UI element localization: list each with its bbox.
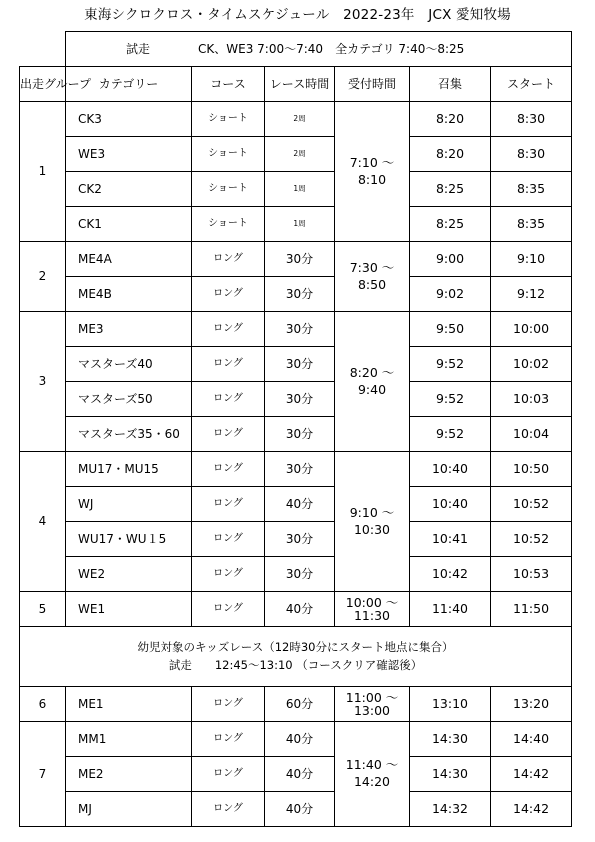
table-row: [20, 242, 572, 277]
race-time-cell: 30分: [265, 347, 335, 382]
category-cell: CK1: [66, 207, 192, 242]
category-cell: WE1: [66, 592, 192, 627]
category-cell: マスターズ35・60: [66, 417, 192, 452]
start-time-cell: 8:35: [491, 172, 572, 207]
kids-race-row: [20, 627, 572, 687]
start-time-cell: 10:50: [491, 452, 572, 487]
category-cell: CK3: [66, 102, 192, 137]
call-time-cell: 9:52: [410, 382, 491, 417]
schedule-body: [20, 32, 572, 827]
call-time-cell: 9:50: [410, 312, 491, 347]
reception-line: 7:30 ～: [349, 259, 395, 275]
category-cell: ME2: [66, 757, 192, 792]
course-cell: ロング: [192, 417, 265, 452]
start-time-cell: 10:52: [491, 522, 572, 557]
table-row: [20, 417, 572, 452]
reception-line: 11:00 ～: [345, 689, 399, 705]
start-time-cell: 9:10: [491, 242, 572, 277]
race-time-cell: 60分: [265, 687, 335, 722]
group-number: 2: [20, 242, 66, 312]
call-time-cell: 8:25: [410, 172, 491, 207]
race-time-cell: 1周: [265, 207, 335, 242]
header-group: 出走グループ: [20, 67, 66, 102]
course-cell: ロング: [192, 347, 265, 382]
group-number: 1: [20, 102, 66, 242]
reception-line: 14:20: [353, 774, 391, 789]
reception-line: 11:30: [353, 608, 391, 623]
course-cell: ショート: [192, 137, 265, 172]
category-cell: WE2: [66, 557, 192, 592]
category-cell: CK2: [66, 172, 192, 207]
call-time-cell: 10:41: [410, 522, 491, 557]
category-cell: WE3: [66, 137, 192, 172]
reception-cell: [335, 242, 410, 312]
category-cell: MU17・MU15: [66, 452, 192, 487]
reception-line: 8:10: [357, 171, 387, 187]
reception-line: 9:40: [357, 381, 387, 397]
trial-row: [20, 32, 572, 67]
table-row: [20, 592, 572, 627]
trial-text: CK、WE3 7:00～7:40 全カテゴリ 7:40～8:25: [198, 41, 465, 56]
start-time-cell: 11:50: [491, 592, 572, 627]
race-time-cell: 30分: [265, 277, 335, 312]
race-time-cell: 1周: [265, 172, 335, 207]
table-row: [20, 522, 572, 557]
table-row: [20, 347, 572, 382]
call-time-cell: 13:10: [410, 687, 491, 722]
group-number: 7: [20, 722, 66, 827]
call-time-cell: 14:30: [410, 722, 491, 757]
call-time-cell: 14:30: [410, 757, 491, 792]
reception-cell: [335, 102, 410, 242]
call-time-cell: 11:40: [410, 592, 491, 627]
table-row: [20, 722, 572, 757]
kids-race-line: 幼児対象のキッズレース（12時30分にスタート地点に集合）: [137, 640, 454, 655]
race-time-cell: 40分: [265, 757, 335, 792]
race-time-cell: 40分: [265, 487, 335, 522]
course-cell: ロング: [192, 557, 265, 592]
race-time-cell: 40分: [265, 792, 335, 827]
header-call: 召集: [410, 67, 491, 102]
category-cell: WJ: [66, 487, 192, 522]
header-start: スタート: [491, 67, 572, 102]
reception-line: 9:10 ～: [349, 504, 395, 520]
table-row: [20, 557, 572, 592]
header-row: [20, 67, 572, 102]
table-row: [20, 102, 572, 137]
course-cell: ロング: [192, 382, 265, 417]
table-row: [20, 312, 572, 347]
course-cell: ロング: [192, 242, 265, 277]
call-time-cell: 9:52: [410, 347, 491, 382]
course-cell: ロング: [192, 792, 265, 827]
start-time-cell: 10:04: [491, 417, 572, 452]
start-time-cell: 14:40: [491, 722, 572, 757]
table-row: [20, 792, 572, 827]
blank-corner: [20, 32, 66, 67]
call-time-cell: 9:00: [410, 242, 491, 277]
course-cell: ロング: [192, 277, 265, 312]
reception-cell: [335, 687, 410, 722]
start-time-cell: 8:30: [491, 102, 572, 137]
course-cell: ロング: [192, 522, 265, 557]
trial-label: 試走: [126, 41, 151, 56]
race-time-cell: 2周: [265, 137, 335, 172]
race-time-cell: 30分: [265, 417, 335, 452]
category-cell: ME4B: [66, 277, 192, 312]
table-row: [20, 382, 572, 417]
reception-line: 8:20 ～: [349, 364, 395, 380]
reception-line: 7:10 ～: [349, 154, 395, 170]
course-cell: ショート: [192, 172, 265, 207]
category-cell: ME3: [66, 312, 192, 347]
category-cell: MJ: [66, 792, 192, 827]
course-cell: ロング: [192, 592, 265, 627]
category-cell: マスターズ50: [66, 382, 192, 417]
start-time-cell: 10:52: [491, 487, 572, 522]
reception-line: 13:00: [353, 703, 391, 718]
race-time-cell: 30分: [265, 557, 335, 592]
course-cell: ロング: [192, 452, 265, 487]
reception-cell: [335, 452, 410, 592]
start-time-cell: 10:03: [491, 382, 572, 417]
call-time-cell: 9:52: [410, 417, 491, 452]
reception-cell: [335, 592, 410, 627]
call-time-cell: 8:20: [410, 102, 491, 137]
call-time-cell: 8:20: [410, 137, 491, 172]
reception-line: 10:30: [353, 521, 391, 537]
reception-line: 8:50: [357, 276, 387, 292]
table-row: [20, 452, 572, 487]
start-time-cell: 8:35: [491, 207, 572, 242]
start-time-cell: 10:02: [491, 347, 572, 382]
start-time-cell: 10:53: [491, 557, 572, 592]
table-row: [20, 137, 572, 172]
header-race-time: レース時間: [265, 67, 335, 102]
race-time-cell: 30分: [265, 242, 335, 277]
document-title: 東海シクロクロス・タイムスケジュール 2022-23年 JCX 愛知牧場: [84, 7, 511, 23]
category-cell: マスターズ40: [66, 347, 192, 382]
reception-line: 10:00 ～: [345, 594, 399, 610]
category-cell: WU17・WU１5: [66, 522, 192, 557]
table-row: [20, 172, 572, 207]
reception-line: 11:40 ～: [345, 757, 399, 773]
start-time-cell: 13:20: [491, 687, 572, 722]
course-cell: ショート: [192, 207, 265, 242]
race-time-cell: 30分: [265, 452, 335, 487]
call-time-cell: 14:32: [410, 792, 491, 827]
kids-race-cell: [20, 627, 572, 687]
table-row: [20, 687, 572, 722]
race-time-cell: 40分: [265, 722, 335, 757]
category-cell: ME1: [66, 687, 192, 722]
call-time-cell: 10:40: [410, 452, 491, 487]
course-cell: ロング: [192, 757, 265, 792]
category-cell: ME4A: [66, 242, 192, 277]
header-course: コース: [192, 67, 265, 102]
course-cell: ショート: [192, 102, 265, 137]
header-category: カテゴリー: [66, 67, 192, 102]
group-number: 4: [20, 452, 66, 592]
start-time-cell: 14:42: [491, 757, 572, 792]
table-row: [20, 277, 572, 312]
table-row: [20, 207, 572, 242]
schedule-table: [19, 31, 572, 827]
race-time-cell: 40分: [265, 592, 335, 627]
call-time-cell: 10:42: [410, 557, 491, 592]
call-time-cell: 9:02: [410, 277, 491, 312]
reception-cell: [335, 312, 410, 452]
start-time-cell: 10:00: [491, 312, 572, 347]
reception-cell: [335, 722, 410, 827]
start-time-cell: 14:42: [491, 792, 572, 827]
course-cell: ロング: [192, 312, 265, 347]
trial-cell: [66, 32, 572, 67]
category-cell: MM1: [66, 722, 192, 757]
start-time-cell: 9:12: [491, 277, 572, 312]
course-cell: ロング: [192, 687, 265, 722]
group-number: 5: [20, 592, 66, 627]
call-time-cell: 10:40: [410, 487, 491, 522]
race-time-cell: 2周: [265, 102, 335, 137]
header-reception: 受付時間: [335, 67, 410, 102]
kids-trial-line: 試走 12:45～13:10 （コースクリア確認後）: [168, 657, 423, 672]
course-cell: ロング: [192, 487, 265, 522]
group-number: 3: [20, 312, 66, 452]
table-row: [20, 757, 572, 792]
group-number: 6: [20, 687, 66, 722]
race-time-cell: 30分: [265, 312, 335, 347]
race-time-cell: 30分: [265, 522, 335, 557]
start-time-cell: 8:30: [491, 137, 572, 172]
course-cell: ロング: [192, 722, 265, 757]
call-time-cell: 8:25: [410, 207, 491, 242]
race-time-cell: 30分: [265, 382, 335, 417]
table-row: [20, 487, 572, 522]
